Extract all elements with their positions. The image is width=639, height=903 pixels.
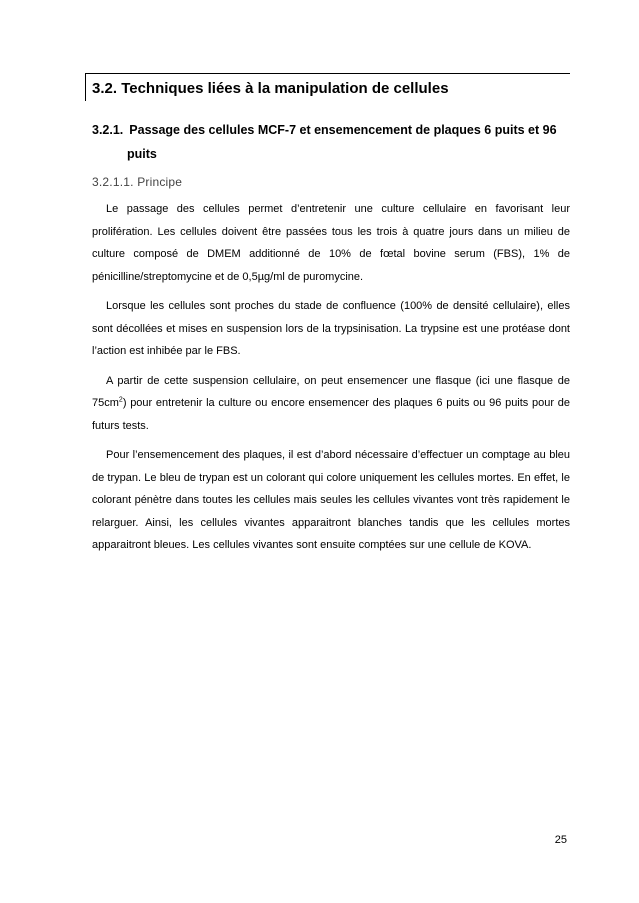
section-number: 3.2. xyxy=(92,80,118,97)
page-number: 25 xyxy=(554,834,567,846)
paragraph-3-part2: ) pour entretenir la culture ou encore ensemencer des plaques 6 puits ou 96 puits pour de futurs tests. xyxy=(92,397,570,432)
paragraph-3-part1: A partir de cette suspension cellulaire, on peut ensemencer une flasque (ici une flasque de 75cm xyxy=(92,374,570,409)
paragraph-4: Pour l’ensemencement des plaques, il est d’abord nécessaire d’effectuer un comptage au bleu de trypan. Le bleu de trypan est un colorant qui colore uniquement les cellules mortes. En effet, le colorant pénètre dans toutes les cellules mais seules les cellules vivantes vont très rapidement le relarguer. Ainsi, les cellules vivantes apparaitront blanches tandis que les cellules mortes apparaitront bleues. Les cellules vivantes sont ensuite comptées sur une cellule de KOVA. xyxy=(92,449,570,551)
subsubsection-heading xyxy=(92,174,182,190)
subsubsection-number: 3.2.1.1. xyxy=(92,175,134,189)
subsection-heading xyxy=(92,118,570,166)
section-heading xyxy=(85,73,570,101)
subsubsection-title: Principe xyxy=(137,175,183,189)
paragraph-2: Lorsque les cellules sont proches du stade de confluence (100% de densité cellulaire), elles sont décollées et mises en suspension lors de la trypsinisation. La trypsine est une protéase dont l’action est inhibée par le FBS. xyxy=(92,300,570,357)
paragraph-3 xyxy=(92,370,570,438)
subsection-number: 3.2.1. xyxy=(92,123,124,137)
subsection-title-line1: Passage des cellules MCF-7 et ensemencement de plaques 6 puits et 96 xyxy=(129,123,557,137)
subsection-title-line2: puits xyxy=(127,147,157,161)
paragraph-1: Le passage des cellules permet d’entretenir une culture cellulaire en favorisant leur prolifération. Les cellules doivent être passées tous les trois à quatre jours dans un milieu de culture composé de DMEM additionné de 10% de fœtal bovine serum (FBS), 1% de pénicilline/streptomycine et de 0,5µg/ml de puromycine. xyxy=(92,203,570,283)
superscript-2: 2 xyxy=(118,396,123,404)
body-text xyxy=(92,198,570,564)
section-title: Techniques liées à la manipulation de cellules xyxy=(121,80,449,97)
